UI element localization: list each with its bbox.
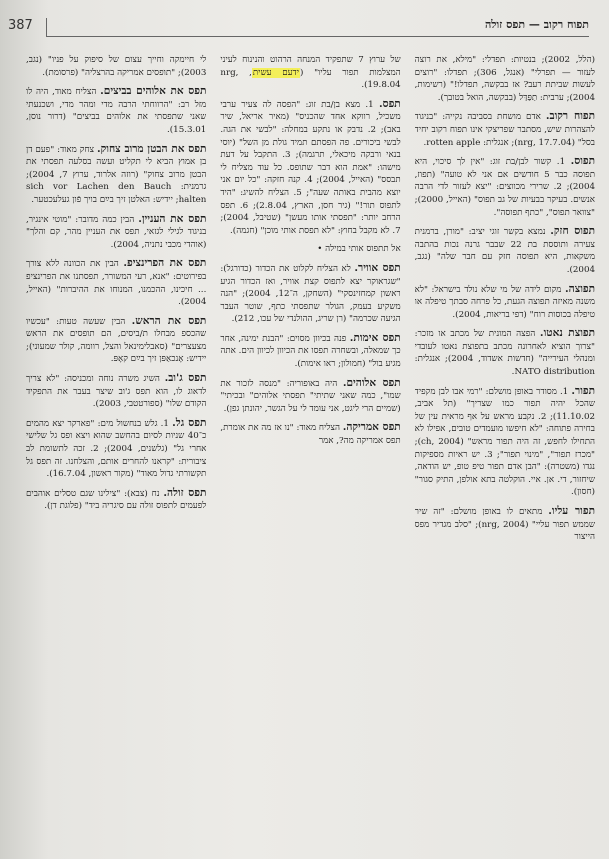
- entry-headword: תפס זולה.: [163, 486, 207, 499]
- entry-definition: הבין כמה מדובר: "מוטי אינגיר, בניגוד לגילי לגזאי, תפס את העניין מהר, קם והלך" (אוהדי מכבי נתניה, 2004).: [26, 214, 207, 250]
- entry-headword: תפוח רקוב.: [545, 110, 595, 123]
- entry-headword: תפס את הבטן מרוב צחוק.: [96, 142, 207, 155]
- entry-headword: תפס ג'וב.: [164, 372, 207, 385]
- entry-definition: צחק מאוד: "פעם דן בן אמוץ הביא לי תקליט ועשה בסלעה תפסתי את הבטן מרוב צחוק" (רוזה אלרוד, ערוץ 7, 2004); גרמנית: sich vor Lachen den Bauch halten; יידיש: האלטן זיך בײַם בויך פֿון געלעכטער.: [26, 144, 207, 205]
- page-number: 387: [8, 18, 33, 33]
- entry-definition: השיג משרה נוחה ומכניסה: "לא צריך לדאוג לו, הוא תפס ג'וב שיצר בעבר את התפקיד הקודם שלו" (ספורטטבי, 2003).: [26, 374, 207, 410]
- entry-headword: תפור עליו.: [548, 505, 595, 517]
- entry-definition: לא הצליח לקלוט את הכדור (כדורגל): "שגראוקר יצא לתפוס קצת אוויר, ואז הכדור הגיע ראשון קמחזינסקי" (השחקן, ה־12, 2004); "הנה משקיע בעמק, הגולר שתפסתי כתף, שוטר העבר הגיעה שכרמה" (רן שריג, ההולנדי של עכו, 212).: [220, 263, 401, 325]
- dictionary-entry: [26, 85, 206, 136]
- entry-definition: 1. גלש בנחשול מים: "פארקר יצא מהמים כ־40 שניות לסיום בהחשב שהוא ויצא ופס גל שלישי אחרי גל" (גלשנים, 2004); 2. זכה לתשומת לב ציבורית: "קראנו להחרים אותם, והצלחנו. זה תפס גל תקשורתי גדול מאוד" (מקור ראשון, 16.7.04).: [26, 418, 207, 480]
- entry-definition: הצליח מאוד, היה לו מזל רב: "הרווחתי הרבה מדי ומהר מדי, ושכנעתי שאני שתפסתי את אלוהים בביצים" (דרור נוסן, 15.3.01).: [26, 87, 207, 135]
- entry-definition: אדם מושחת בסביבה נקייה: "בניגוד להצהרות שיש, מסתבר שפריצקי אינו תפוח רקוב יחיד בסל" (nrg, 17.7.04); אנגלית: rotten apple.: [414, 112, 595, 148]
- column-middle: [220, 54, 400, 853]
- dictionary-entry: [26, 372, 206, 411]
- entry-headword: תפוס חזק.: [550, 225, 595, 238]
- dictionary-entry: [220, 421, 400, 447]
- entry-definition: מקום לידה של מי שלא נולד בישראל: "לא משנה מאיזה תפוצה הגעת, כל פרחה סבתך טיפלה או טיפלה בכוסות רוח" (דפי בריאות, 2004).: [414, 284, 595, 320]
- column-right: [415, 54, 595, 853]
- dictionary-entry: [26, 143, 206, 207]
- entry-headword: תפס את הפרינציפ.: [123, 257, 207, 270]
- entry-definition: נמצא בקשר זוגי יציב: "מורן, ברמנית צעירה ותוססת בת 22 שבבר גרנה נכות בהתבה משקאות, היא תפוסה חזק עם חבר שלה" (נגב, 2004).: [414, 227, 595, 275]
- entry-headword: תפס את אלוהים בביצים.: [100, 85, 207, 98]
- dictionary-entry: [415, 54, 595, 104]
- dictionary-entry: [26, 257, 206, 308]
- entry-headword: תפס אוויר.: [354, 261, 401, 274]
- entry-headword: תפס אמריקה.: [342, 421, 401, 434]
- page-header: [8, 14, 589, 40]
- header-divider: [46, 18, 47, 37]
- entry-headword: תפס את הראש.: [131, 314, 207, 327]
- text-columns: [26, 54, 595, 853]
- entry-headword: תפוצת נאטו.: [539, 327, 595, 340]
- dictionary-entry: [415, 385, 595, 499]
- dictionary-entry: [26, 417, 206, 481]
- dictionary-entry: [415, 505, 595, 544]
- entry-headword: תפס.: [378, 97, 401, 110]
- entry-headword: תפוצה.: [565, 282, 595, 295]
- entry-headword: תפוס.: [570, 155, 595, 168]
- entry-definition: הבין את הכוונה ללא צורך בפירוטים: "אנא, רעי המשורר, תפסתנו את הפרינציפ ... חיכינו, ההכמנו, המנוחו את ההיברות" (האייל, 2004).: [26, 259, 207, 308]
- dictionary-entry: [220, 98, 400, 238]
- column-left: [26, 54, 206, 853]
- header-rule: [46, 36, 589, 37]
- dictionary-entry: [26, 487, 206, 513]
- dictionary-entry: [220, 243, 400, 256]
- entry-definition: הבין שעשה טעות: "עכשיו שהכספ מבחלו ת/ביסים, הם תופסים את הראש מצעצרים" (סאבלימינאל והצל, רוומה, קולר שמעוני); יידיש: אָנכאַפּן זיך בײַם קאָפּ.: [26, 316, 207, 365]
- entry-definition: 1. קשור לבן/בת זוג: "אין לך סיכוי, היא תפוסה כבר 5 חודשים אם אני לא טועה" (תפוז, 2004); 2. שרירי מכווצים: "יצא לעזור לדי הרבה אנשים. בעיקר בבעיות של גב תפוס" (האייל, 2000); "צוואר תפוס", "כתף תפוסה".: [414, 157, 595, 218]
- highlighted-citation: ידעם עשית: [252, 67, 299, 78]
- dictionary-entry: [26, 213, 206, 252]
- entry-headword: תפס אימות.: [349, 331, 401, 344]
- entry-definition: מתאים לו באופן מושלם: "זה שיר שממש תפור עליי" (nrg, 2004); "סלב מגדיר מפס הייצור: [414, 507, 595, 543]
- running-head: תפוח רקוב — תפס זולה: [484, 18, 589, 31]
- entry-definition: של ערוץ 7 שתפקיד המנחה הרהוט והנינוח לעיני המצלמות תפור עליו" (ידעם עשית, nrg, 19.8.04).: [220, 55, 401, 91]
- entry-definition: הצליח מאוד: "נו אז מה את אומרת, תפס אמריקה מה?, אמר: [220, 423, 401, 447]
- entry-definition: נח (צבא): "צילינו שגם טסלים אוהבים לפעמים לתפוס זולה עם סיגריה ביד" (פלוגת דן).: [26, 488, 207, 512]
- entry-headword: תפס את העניין.: [138, 212, 207, 225]
- dictionary-entry: [415, 283, 595, 322]
- entry-definition: הפצה המונית של מכתב או מזכר: "צרוך הוציא לאחרונה מכתב בתפוצת נאטו לעובדי ומנהלי העירייה" (חדשות אשדוד, 2004); אנגלית: NATO distribution.: [414, 329, 595, 378]
- dictionary-entry: [415, 110, 595, 149]
- dictionary-entry: [26, 315, 206, 366]
- dictionary-entry: [415, 155, 595, 219]
- dictionary-entry: [220, 377, 400, 416]
- entry-definition: 1. מסודר באופן מושלם: "רמי אבו לבן מקפיד שהכל יהיה תפור כמו שצריך" (תל אביב, 11.10.02); 2. נקבע מראש על אף מראית עין של בחירה פתוחה: "לא חיפשו מועמדים טובים, אפילו לא התחילו לחפש, זה היה תפור מראש" (ch, 2004); "מכרז תפור", "מינוי תפור"; 3. יש ראיות מספיקות נגדו (משטרה): "הבן אדם תפור טיפ טופ, יש הודאה, שיחזור, די. אן. איי. הוקלטה בתא אולפן, התיק סגור" (חסון).: [414, 386, 595, 498]
- dictionary-entry: [220, 262, 400, 326]
- entry-headword: תפס אלוהים.: [342, 376, 401, 389]
- dictionary-entry: [26, 54, 206, 79]
- entry-definition: אל תתפוס אותי במילה •: [317, 244, 401, 255]
- entry-definition: (הלל, 2002); בנטיות: תפדלי: "מילא, את רוצה לעזור — תפרלי" (אנגל, 306); תפדלו: "רוצים לעשות שביתת רעב? אז בבקשה, תפדלו!" (רשימות, 2004); ערבית: תַפַּדַּל (בבקשה, הואל בטובך).: [414, 55, 595, 103]
- dictionary-entry: [220, 332, 400, 371]
- entry-headword: תפס גל.: [172, 416, 207, 429]
- dictionary-entry: [220, 54, 400, 92]
- entry-definition: לי חיימקה וחייך עצום של סיפוק על פניו" (נגב, 2003); "תופסים אמריקה בהרצליה" (פרסומת).: [26, 55, 207, 78]
- dictionary-entry: [415, 327, 595, 378]
- entry-definition: היה באופוריה: "מנסה לזכור את שמו", כמה שאני שתיתי" תפסתי אלוהים" ובכיתי" (שמיים הרי ליגט, אני עומד לי על הגשר, יהונתן גפן).: [220, 378, 401, 414]
- dictionary-entry: [415, 225, 595, 276]
- entry-definition: 1. מצא בן/בת זוג: "הפסה לה צעיר ערבי משכיל, רווקא אחד שהכניס" (מאיר אריאל, שיר באב); 2. נדבק או נתקע במחלה: "לבשי את הגה. לבשי ביכורים. פה הפסתם תמיד גולת מן השל" (יוסי בנאי ורבקה מיכאלי, תרגמה); 3. התקבל על דעת מישהו: "אמת הוא דבר שתופס. כל עוד מצליח לי תבסס" (האייל, 2004); 4. קנה חזקה: "כל יום אני יוצא מהבית באותה שעה"; 5. הצליח להשיג: "היד לתפוס תור!" (גיר חסן, הארץ, 2.8.04); 6. תפס הרחב יותר: "תפסתי אותו מעשן" (שטיבל, 2004); 7. לא מקבל בחוץ: "לא תפסת אותי מוכן" (חגמה).: [220, 99, 401, 236]
- entry-definition: פנה בכיוון מסוים: "הבנת ימינה, אחר כך שמאלה, ובשחרה תפסו את הכיוון לכיוון הים. אתה מגיע בול" (חמולון; ראו אימות).: [220, 333, 401, 370]
- entry-headword: תפור.: [571, 384, 595, 397]
